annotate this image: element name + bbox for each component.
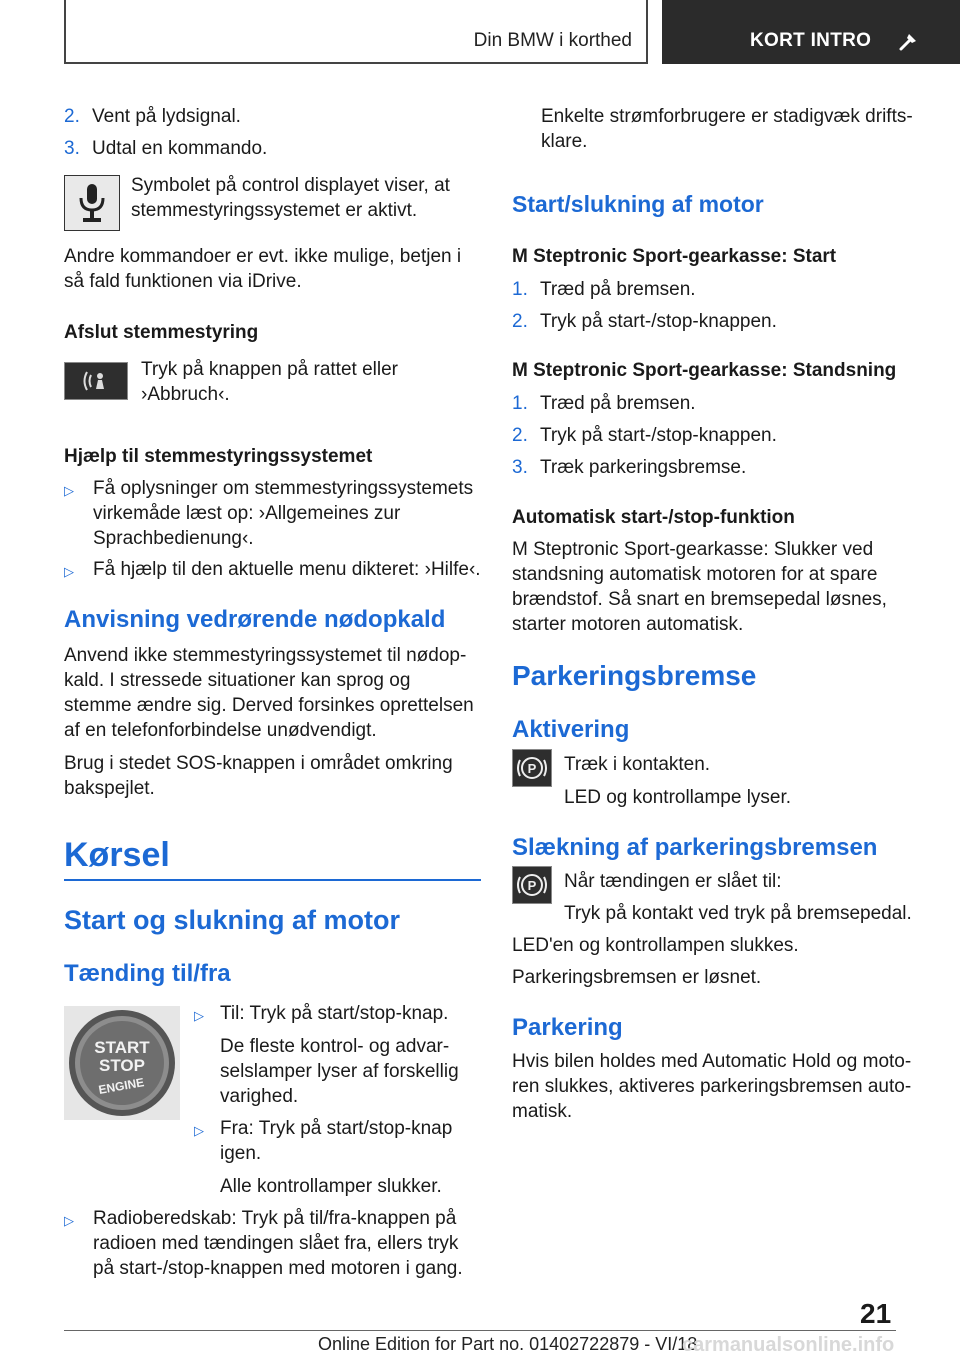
header-section-tab [64, 0, 648, 64]
ignition-on-note: De fleste kontrol- og advar- selslamper lyser af forskellig varighed. [220, 1036, 459, 1107]
parking-brake-icon [513, 750, 551, 786]
release-note-1: LED'en og kontrollampen slukkes. [512, 935, 799, 956]
auto-startstop-text: M Steptronic Sport-gearkasse: Slukker ved standsning automatisk motoren for at spare brændstof. Så snart en bremsepedal løsnes, starter motoren automatisk. [512, 539, 887, 635]
help-bullet-2: ▷ Få hjælp til den aktuelle menu dikteret: ›Hilfe‹. [64, 557, 484, 582]
activation-step-2: LED og kontrollampe lyser. [564, 787, 792, 808]
step-3: 3. Udtal en kommando. [64, 138, 268, 159]
parking-brake-switch-image-2 [512, 866, 552, 904]
steering-voice-button [64, 362, 128, 400]
svg-text:ENGINE: ENGINE [97, 1075, 146, 1097]
stop-step-1: 1. Træd på bremsen. [512, 393, 696, 414]
radio-bullet: ▷ Radioberedskab: Tryk på til/fra-knappen på radioen med tændingen slået fra, ellers tryk på start-/stop-knappen med motoren i gang. [64, 1208, 463, 1279]
ignition-bullet-off: ▷ Fra: Tryk på start/stop-knap igen. [194, 1118, 453, 1164]
msport-start-heading: M Steptronic Sport-gearkasse: Start [512, 246, 837, 267]
page-number: 21 [860, 1298, 892, 1329]
other-commands-text: Andre kommandoer er evt. ikke mulige, betjen i så fald funktionen via iDrive. [64, 246, 462, 292]
triangle-bullet-icon: ▷ [64, 483, 74, 498]
edition-text: Online Edition for Part no. 01402722879 - VI/18 [318, 1334, 698, 1354]
header-section-label: Din BMW i korthed [473, 30, 632, 51]
ignition-off-note: Alle kontrollamper slukker. [220, 1176, 442, 1197]
auto-startstop-heading: Automatisk start-/stop-funktion [512, 507, 795, 528]
header-chapter-label: KORT INTRO [750, 30, 872, 51]
triangle-bullet-icon: ▷ [64, 564, 74, 579]
voice-button-icon [65, 363, 127, 399]
msport-stop-heading: M Steptronic Sport-gearkasse: Standsning [512, 360, 897, 381]
release-note-2: Parkeringsbremsen er løsnet. [512, 967, 762, 988]
parking-brake-heading: Parkeringsbremse [512, 660, 757, 691]
chapter-rule [64, 879, 481, 881]
voice-control-symbol [64, 175, 120, 231]
watermark: carmanualsonline.info [682, 1334, 895, 1356]
help-bullet-1: ▷ Få oplysninger om stemmestyringssystemets virkemåde læst op: ›Allgemeines zur Sprachbedienung‹. [64, 478, 474, 549]
start-step-1: 1. Træd på bremsen. [512, 279, 696, 300]
stop-step-3: 3. Træk parkeringsbremse. [512, 457, 747, 478]
step-2: 2. Vent på lydsignal. [64, 106, 241, 127]
sos-text: Brug i stedet SOS-knappen i området omkring bakspejlet. [64, 753, 453, 799]
svg-text:START: START [94, 1038, 150, 1057]
activation-heading: Aktivering [512, 716, 630, 743]
stop-step-2: 2. Tryk på start-/stop-knappen. [512, 425, 777, 446]
end-voice-text: Tryk på knappen på rattet eller ›Abbruch‹. [141, 359, 398, 405]
parking-brake-icon [513, 867, 551, 903]
startstop-engine-heading: Start/slukning af motor [512, 191, 764, 217]
triangle-bullet-icon: ▷ [64, 1213, 74, 1228]
activation-step-1: Træk i kontakten. [564, 754, 711, 775]
end-voice-heading: Afslut stemmestyring [64, 322, 259, 343]
release-step-2: Tryk på kontakt ved tryk på bremsepedal. [564, 903, 912, 924]
svg-text:P: P [527, 878, 537, 893]
parking-text: Hvis bilen holdes med Automatic Hold og moto- ren slukkes, aktiveres parkeringsbremsen auto- matisk. [512, 1051, 912, 1122]
ignition-bullet-on: ▷ Til: Tryk på start/stop-knap. [194, 1001, 474, 1026]
continued-text: Enkelte strømforbrugere er stadigvæk drifts- klare. [541, 106, 913, 152]
start-stop-engine-icon [64, 1006, 180, 1120]
start-stop-heading: Start og slukning af motor [64, 905, 401, 935]
header-chapter-tab [662, 0, 960, 64]
driving-chapter-title: Kørsel [64, 836, 170, 874]
triangle-bullet-icon: ▷ [194, 1008, 204, 1023]
ignition-heading: Tænding til/fra [64, 960, 231, 987]
emergency-text: Anvend ikke stemmestyringssystemet til nødop- kald. I stressede situationer kan sprog og stemme ændre sig. Derved forsinkes oprettelsen af en telefonforbindelse unødvendigt. [64, 645, 474, 741]
key-spanner-icon [898, 30, 920, 52]
release-step-1: Når tændingen er slået til: [564, 871, 782, 892]
release-heading: Slækning af parkeringsbremsen [512, 834, 878, 861]
start-step-2: 2. Tryk på start-/stop-knappen. [512, 311, 777, 332]
symbol-text: Symbolet på control displayet viser, at stemmestyringssystemet er aktivt. [131, 175, 450, 221]
emergency-heading: Anvisning vedrørende nødopkald [64, 606, 446, 633]
parking-brake-switch-image [512, 749, 552, 787]
footer-rule [64, 1330, 896, 1331]
svg-text:STOP: STOP [99, 1056, 145, 1075]
microphone-icon [65, 176, 119, 230]
start-stop-button-image [64, 1006, 180, 1120]
triangle-bullet-icon: ▷ [194, 1123, 204, 1138]
parking-heading: Parkering [512, 1014, 623, 1041]
help-heading: Hjælp til stemmestyringssystemet [64, 446, 373, 467]
svg-text:P: P [527, 761, 537, 776]
